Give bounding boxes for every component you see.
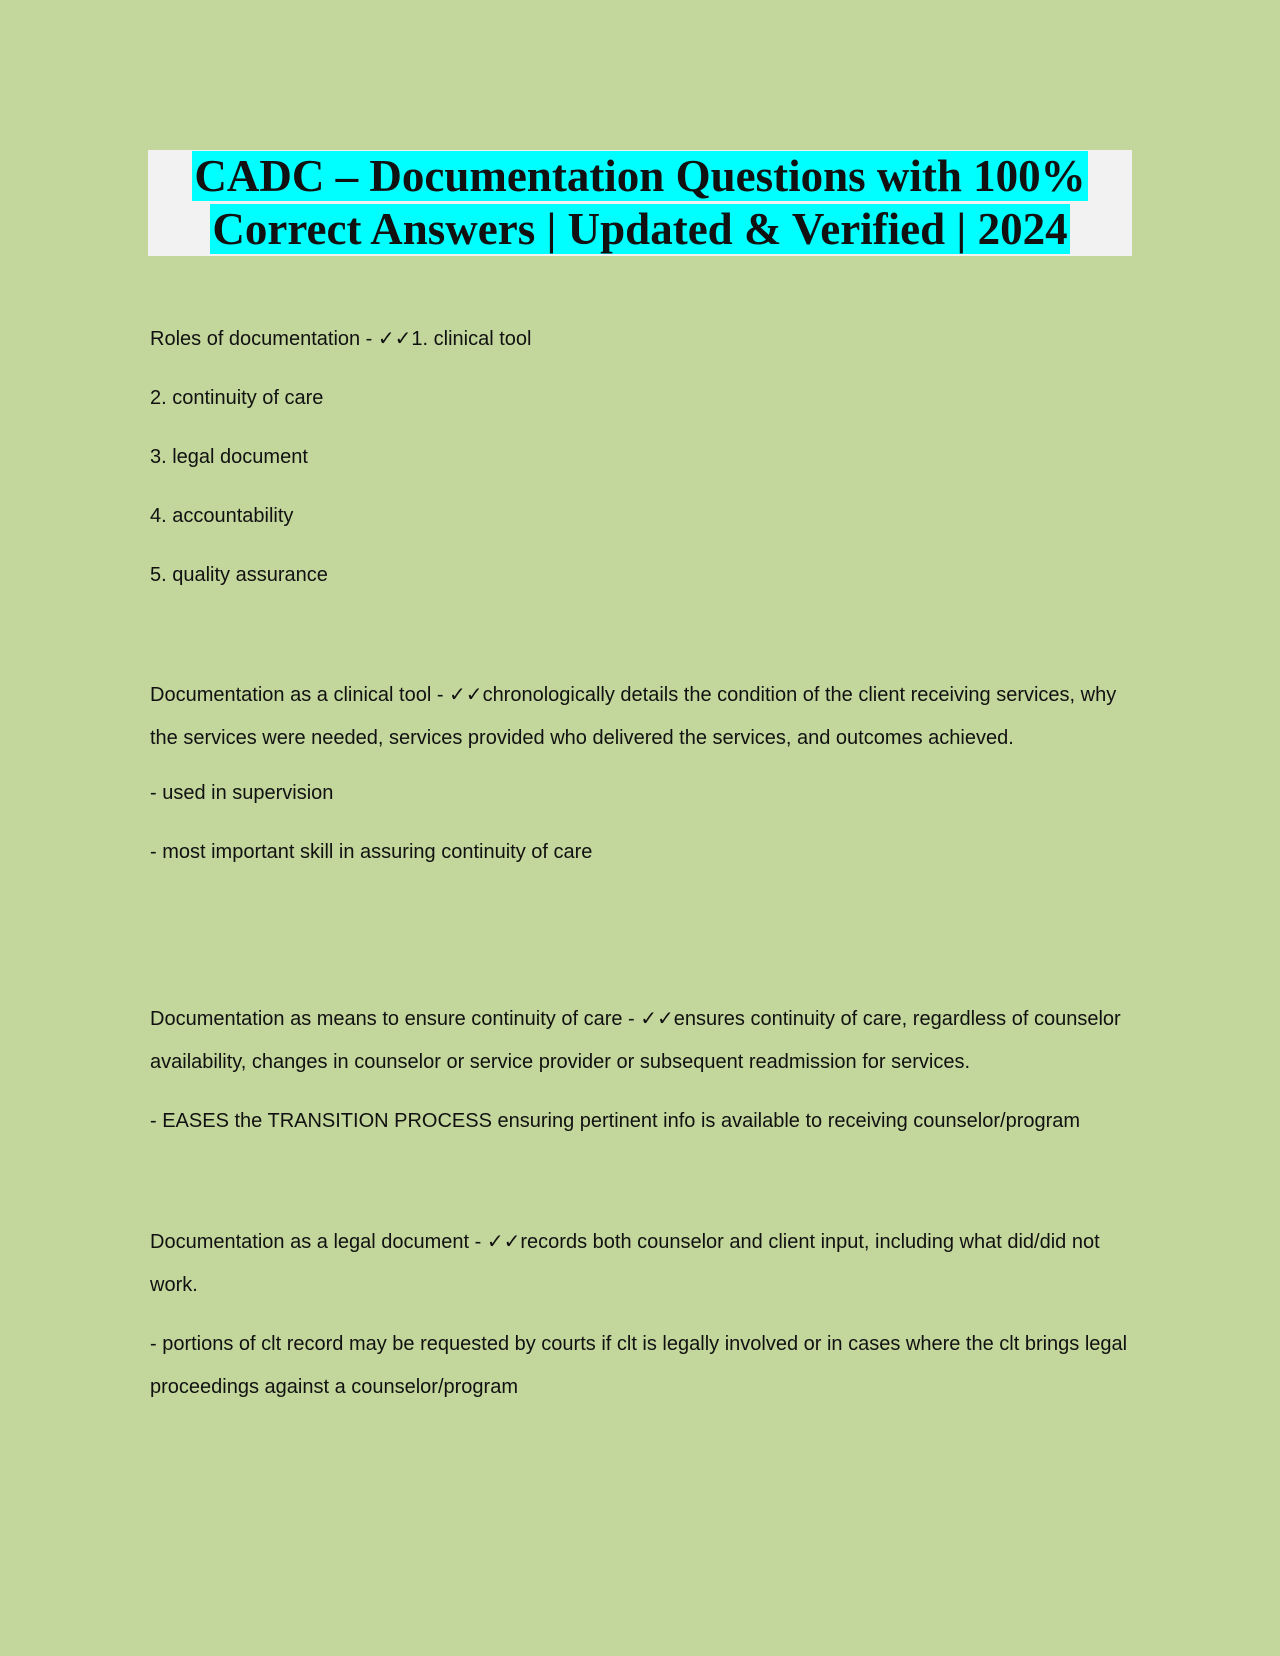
- section-legal: [150, 1220, 1130, 1409]
- list-item: 3. legal document: [150, 446, 308, 468]
- section-clinical-tool: [150, 673, 1130, 874]
- check-mark-icon: ✓✓: [449, 682, 483, 706]
- list-item: - EASES the TRANSITION PROCESS ensuring pertinent info is available to receiving counselor/program: [150, 1110, 1081, 1132]
- section-continuity: [150, 997, 1130, 1143]
- question-line: [150, 997, 1130, 1084]
- question-line: [150, 673, 1130, 760]
- list-item: - used in supervision: [150, 782, 334, 804]
- check-mark-icon: ✓✓: [486, 1229, 521, 1253]
- answer-text: records both counselor and client input, including what did/did not work.: [150, 1231, 1100, 1296]
- title-line-2: Correct Answers | Updated & Verified | 2024: [212, 204, 1068, 254]
- question-text: Roles of documentation -: [150, 328, 373, 350]
- section-roles: [150, 317, 1130, 597]
- check-mark-icon: ✓✓: [377, 326, 412, 350]
- list-item: - portions of clt record may be requested by courts if clt is legally involved or in cases where the clt brings legal proceedings against a counselor/program: [150, 1333, 1128, 1398]
- title-line-1: CADC – Documentation Questions with 100%: [194, 151, 1086, 201]
- question-line: [150, 1220, 1130, 1307]
- question-text: Documentation as a legal document -: [150, 1231, 482, 1253]
- list-item: 5. quality assurance: [150, 564, 328, 586]
- question-line: [150, 317, 1130, 361]
- list-item: 4. accountability: [150, 505, 294, 527]
- list-item: - most important skill in assuring continuity of care: [150, 841, 593, 863]
- document-title: [148, 150, 1132, 256]
- check-mark-icon: ✓✓: [640, 1006, 674, 1030]
- question-text: Documentation as means to ensure continuity of care -: [150, 1008, 635, 1030]
- question-text: Documentation as a clinical tool -: [150, 684, 444, 706]
- answer-text: chronologically details the condition of the client receiving services, why the services were needed, services provided who delivered the services, and outcomes achieved.: [150, 684, 1117, 749]
- answer-text: 1. clinical tool: [411, 328, 532, 350]
- answer-text: ensures continuity of care, regardless of counselor availability, changes in counselor or service provider or subsequent readmission for services.: [150, 1008, 1121, 1073]
- list-item: 2. continuity of care: [150, 387, 324, 409]
